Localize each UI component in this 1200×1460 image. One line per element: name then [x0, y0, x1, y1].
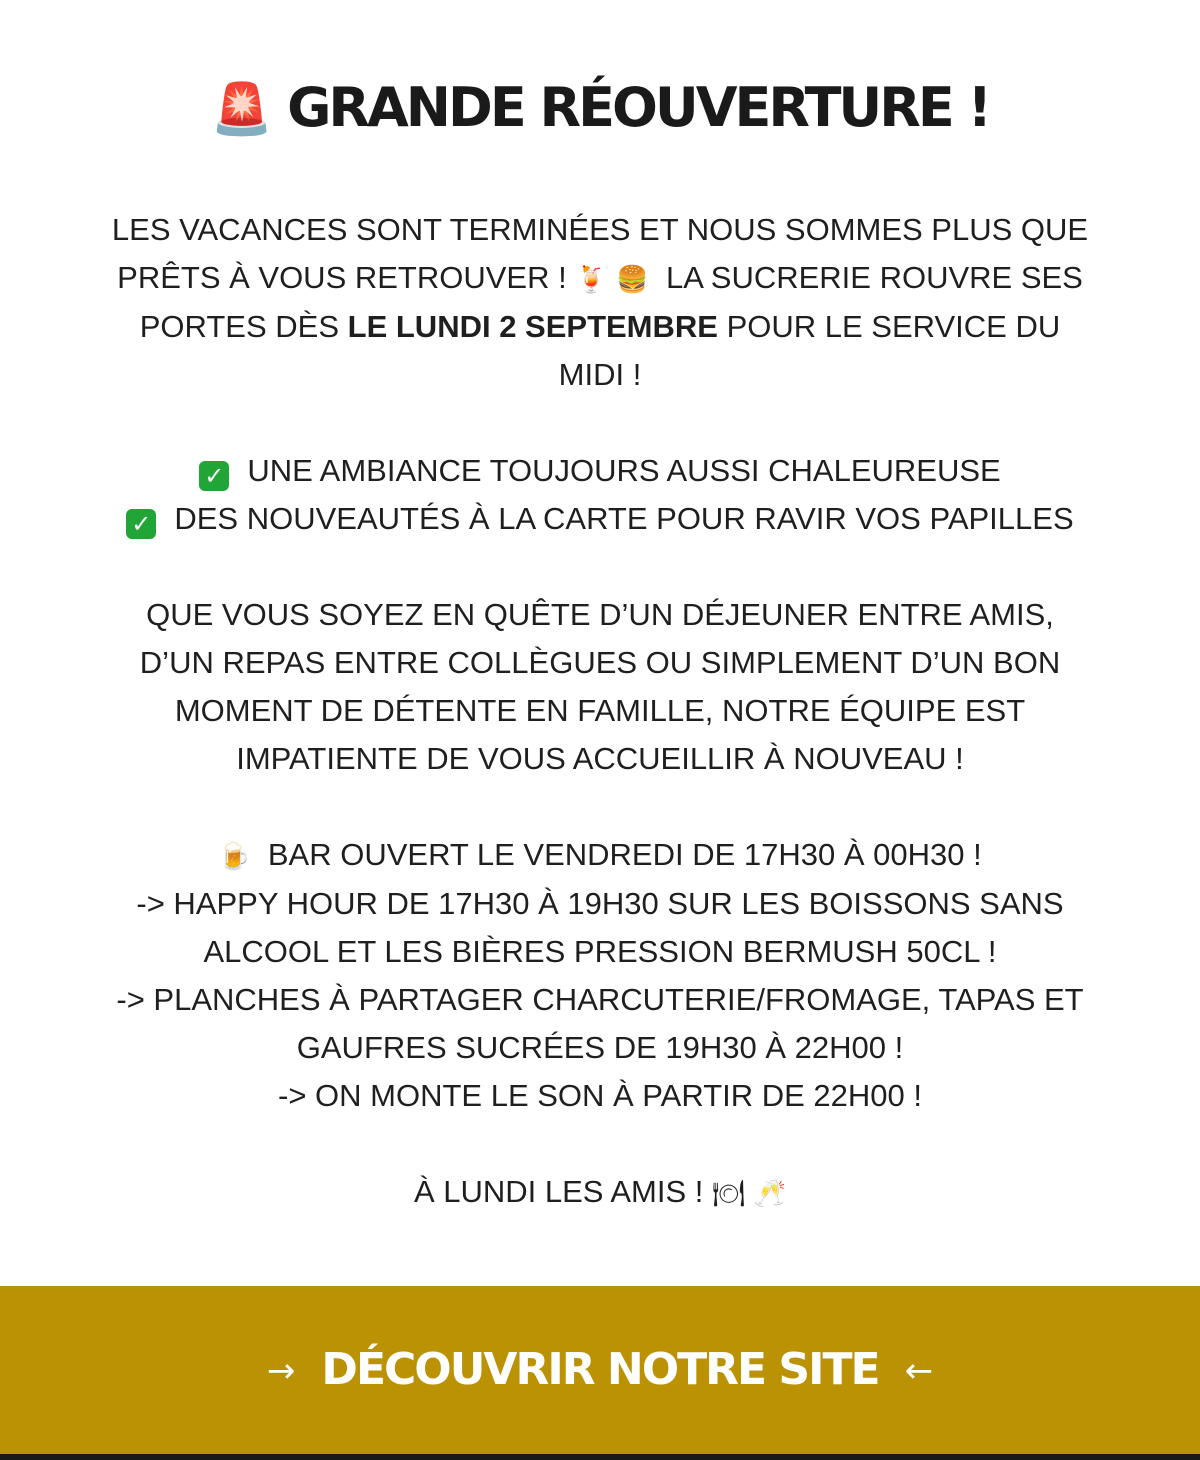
features-list [80, 447, 1120, 543]
plate-icon: 🍽 [712, 1178, 746, 1208]
bar-hours: BAR OUVERT LE VENDREDI DE 17H30 À 00H30 ! [267, 837, 982, 872]
intro-line-3-end: POUR LE SERVICE DU [726, 309, 1061, 344]
intro-line-3-start: PORTES DÈS [139, 309, 340, 344]
announcement-body [80, 206, 1120, 1265]
champagne-icon: 🥂 [753, 1178, 787, 1208]
welcome-line-3: MOMENT DE DÉTENTE EN FAMILLE, NOTRE ÉQUIPE EST [174, 693, 1026, 728]
closing-text: À LUNDI LES AMIS ! [413, 1174, 704, 1209]
check-icon: ✓ [199, 461, 229, 491]
burger-icon: 🍔 [616, 264, 649, 294]
welcome-line-1: QUE VOUS SOYEZ EN QUÊTE D’UN DÉJEUNER ENTRE AMIS, [146, 597, 1054, 632]
bar-line-4: -> PLANCHES À PARTAGER CHARCUTERIE/FROMAGE, TAPAS ET [116, 982, 1084, 1017]
intro-paragraph [80, 206, 1120, 399]
bar-paragraph [80, 831, 1120, 1120]
intro-line-3 [80, 303, 1120, 351]
cta-label: DÉCOUVRIR NOTRE SITE [321, 1344, 879, 1395]
feature-label: DES NOUVEAUTÉS À LA CARTE POUR RAVIR VOS PAPILLES [174, 501, 1074, 536]
intro-line-1: LES VACANCES SONT TERMINÉES ET NOUS SOMMES PLUS QUE [111, 212, 1089, 247]
title-text: GRANDE RÉOUVERTURE ! [287, 76, 990, 139]
bar-line-2: -> HAPPY HOUR DE 17H30 À 19H30 SUR LES BOISSONS SANS [136, 886, 1064, 921]
bar-line-6: -> ON MONTE LE SON À PARTIR DE 22H00 ! [278, 1078, 922, 1113]
arrow-left-icon: ← [904, 1351, 934, 1391]
arrow-right-icon: → [266, 1351, 296, 1391]
bar-line-5: GAUFRES SUCRÉES DE 19H30 À 22H00 ! [296, 1030, 904, 1065]
beer-icon: 🍺 [218, 841, 251, 871]
intro-line-2-end: LA SUCRERIE ROUVRE SES [665, 260, 1083, 295]
intro-line-2-start: PRÊTS À VOUS RETROUVER ! [117, 260, 567, 295]
closing-line [80, 1168, 1120, 1217]
intro-line-2 [80, 254, 1120, 303]
siren-icon: 🚨 [210, 80, 274, 138]
intro-line-4: MIDI ! [558, 357, 642, 392]
bar-line-3: ALCOOL ET LES BIÈRES PRESSION BERMUSH 50CL ! [203, 934, 997, 969]
welcome-line-2: D’UN REPAS ENTRE COLLÈGUES OU SIMPLEMENT D’UN BON [139, 645, 1061, 680]
feature-item [80, 447, 1120, 495]
page-title [0, 72, 1200, 145]
welcome-paragraph [80, 591, 1120, 783]
welcome-line-4: IMPATIENTE DE VOUS ACCUEILLIR À NOUVEAU ! [236, 741, 964, 776]
feature-label: UNE AMBIANCE TOUJOURS AUSSI CHALEUREUSE [247, 453, 1001, 488]
discover-site-button[interactable] [0, 1340, 1200, 1400]
cocktail-icon: 🍹 [575, 264, 608, 294]
feature-item [80, 495, 1120, 543]
footer-divider [0, 1454, 1200, 1460]
check-icon: ✓ [126, 509, 156, 539]
bar-line-1 [80, 831, 1120, 880]
reopening-date: LE LUNDI 2 SEPTEMBRE [347, 309, 718, 344]
